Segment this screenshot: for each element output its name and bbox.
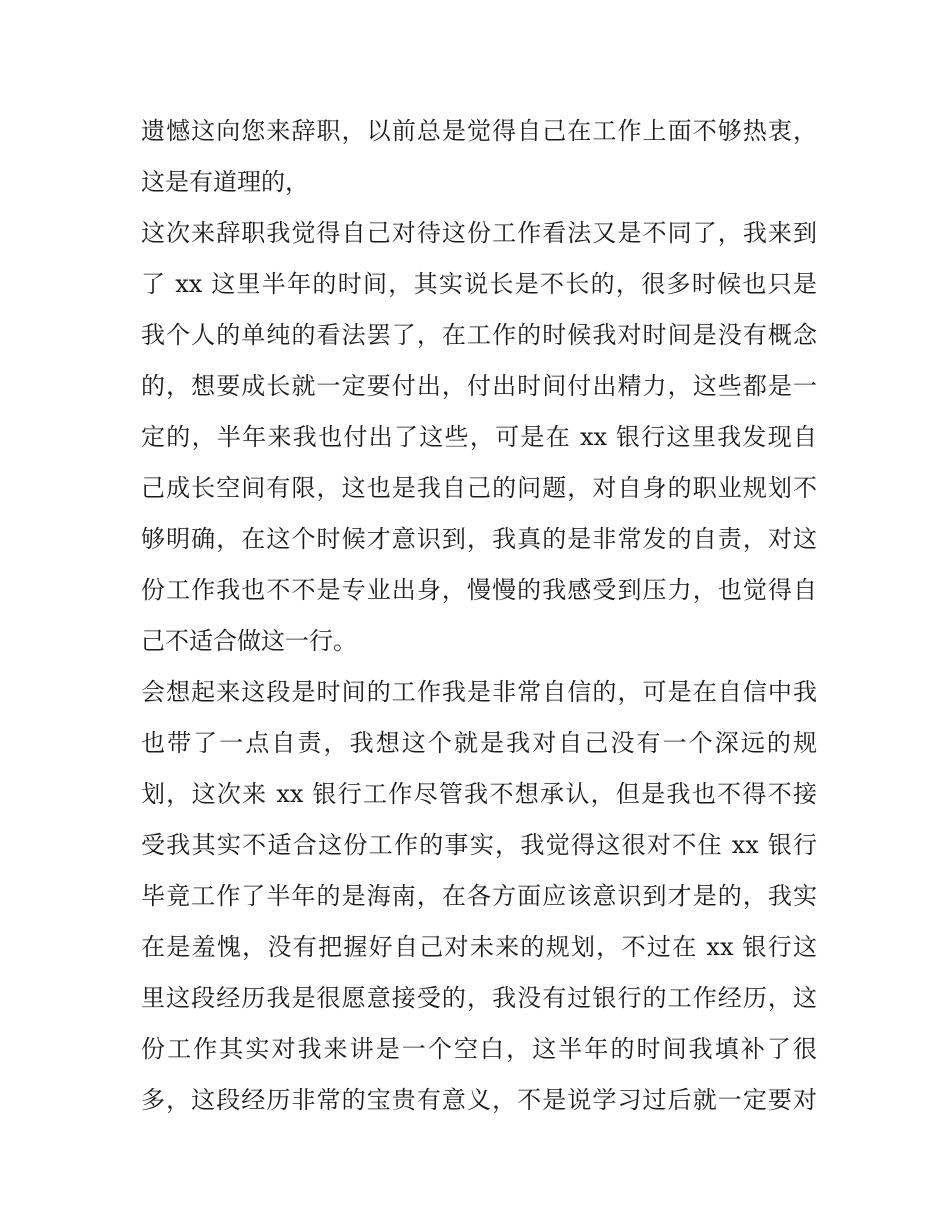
text-line: 这次来辞职我觉得自己对待这份工作看法又是不同了，我来到	[141, 219, 817, 247]
text-line: 多，这段经历非常的宝贵有意义，不是说学习过后就一定要对	[141, 1086, 817, 1114]
text-line: 定的，半年来我也付出了这些，可是在 xx 银行这里我发现自	[141, 423, 817, 451]
document-body	[141, 106, 817, 1126]
text-line: 划，这次来 xx 银行工作尽管我不想承认，但是我也不得不接	[141, 780, 817, 808]
text-line: 的，想要成长就一定要付出，付出时间付出精力，这些都是一	[141, 372, 817, 400]
text-line: 里这段经历我是很愿意接受的，我没有过银行的工作经历，这	[141, 984, 817, 1012]
text-line: 了 xx 这里半年的时间，其实说长是不长的，很多时候也只是	[141, 270, 817, 298]
text-line: 己不适合做这一行。	[141, 627, 357, 655]
text-line: 我个人的单纯的看法罢了，在工作的时候我对时间是没有概念	[141, 321, 817, 349]
text-line: 在是羞愧，没有把握好自己对未来的规划，不过在 xx 银行这	[141, 933, 817, 961]
text-line: 够明确，在这个时候才意识到，我真的是非常发的自责，对这	[141, 525, 817, 553]
text-line: 份工作我也不不是专业出身，慢慢的我感受到压力，也觉得自	[141, 576, 817, 604]
text-line: 也带了一点自责，我想这个就是我对自己没有一个深远的规	[141, 729, 817, 757]
text-line: 受我其实不适合这份工作的事实，我觉得这很对不住 xx 银行	[141, 831, 817, 859]
text-line: 会想起来这段是时间的工作我是非常自信的，可是在自信中我	[141, 678, 817, 706]
text-line: 己成长空间有限，这也是我自己的问题，对自身的职业规划不	[141, 474, 817, 502]
text-line: 遗憾这向您来辞职，以前总是觉得自己在工作上面不够热衷，	[141, 117, 817, 145]
text-line: 毕竟工作了半年的是海南，在各方面应该意识到才是的，我实	[141, 882, 817, 910]
text-line: 份工作其实对我来讲是一个空白，这半年的时间我填补了很	[141, 1035, 817, 1063]
text-line: 这是有道理的，	[141, 168, 309, 196]
